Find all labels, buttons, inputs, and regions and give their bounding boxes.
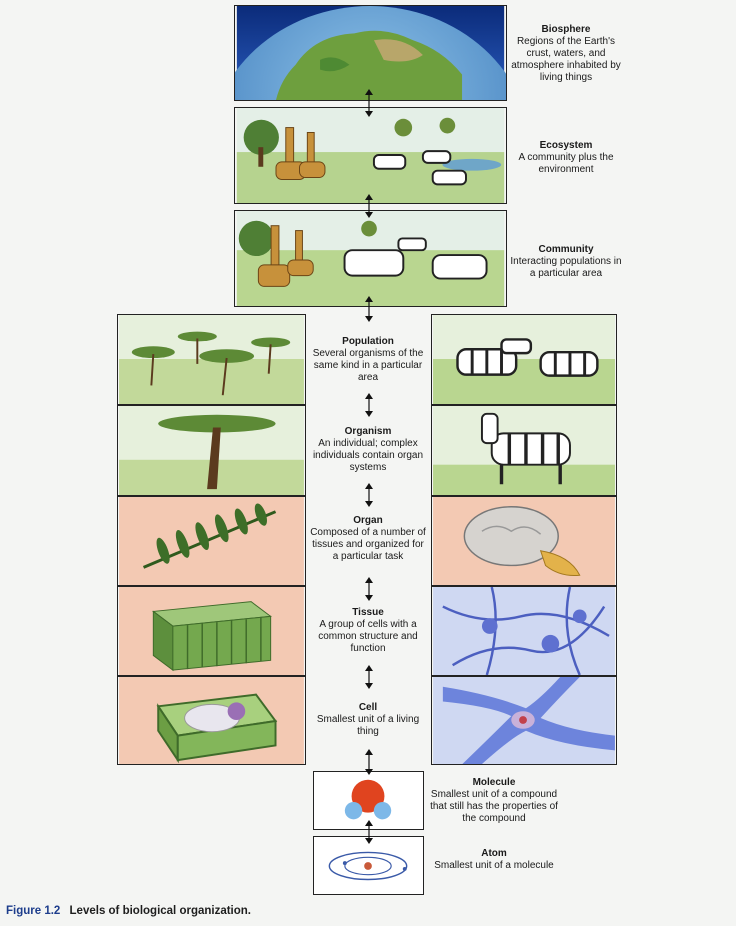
ecosystem-desc: A community plus the environment (518, 152, 614, 175)
community-panel (234, 210, 507, 307)
earth-illustration (235, 6, 506, 100)
organism-desc: An individual; complex individuals contain organ systems (312, 438, 424, 473)
molecule-label (428, 777, 560, 825)
population-desc: Several organisms of the same kind in a particular area (312, 348, 424, 383)
molecule-title: Molecule (472, 777, 516, 788)
organ-leaf-panel (117, 496, 306, 586)
organism-zebra-panel (431, 405, 617, 496)
population-title: Population (342, 336, 394, 347)
organism-title: Organism (344, 426, 392, 437)
double-arrow-icon (364, 193, 374, 219)
atom-title: Atom (481, 848, 507, 859)
compound-leaf-illustration (118, 497, 305, 585)
tissue-neuron-panel (431, 586, 617, 676)
organism-label (309, 426, 427, 474)
double-arrow-icon (364, 295, 374, 323)
savanna-ecosystem-illustration (235, 108, 506, 203)
double-arrow-icon (364, 88, 374, 118)
cell-plant-panel (117, 676, 306, 765)
community-title: Community (538, 244, 594, 255)
atom-illustration (314, 837, 423, 894)
population-label (309, 336, 427, 384)
nerve-cell-illustration (432, 677, 616, 764)
biosphere-desc: Regions of the Earth's crust, waters, and atmosphere inhabited by living things (511, 36, 621, 83)
tissue-desc: A group of cells with a common structure and function (318, 619, 418, 654)
organ-title: Organ (353, 515, 383, 526)
plant-tissue-illustration (118, 587, 305, 675)
organ-label (309, 515, 427, 563)
organ-desc: Composed of a number of tissues and organized for a particular task (310, 527, 426, 562)
double-arrow-icon (364, 664, 374, 690)
acacia-trees-illustration (118, 315, 305, 404)
ecosystem-label (510, 140, 622, 176)
community-label (510, 244, 622, 280)
atom-label (428, 848, 560, 872)
organism-tree-panel (117, 405, 306, 496)
biosphere-panel (234, 5, 507, 101)
acacia-tree-illustration (118, 406, 305, 495)
plant-cell-illustration (118, 677, 305, 764)
ecosystem-panel (234, 107, 507, 204)
zebra-illustration (432, 406, 616, 495)
molecule-desc: Smallest unit of a compound that still has the properties of the compound (430, 789, 558, 824)
atom-desc: Smallest unit of a molecule (434, 860, 554, 871)
population-trees-panel (117, 314, 306, 405)
giraffes-zebras-community-illustration (235, 211, 506, 306)
cell-desc: Smallest unit of a living thing (316, 714, 420, 737)
double-arrow-icon (364, 819, 374, 845)
nerve-tissue-illustration (432, 587, 616, 675)
population-zebras-panel (431, 314, 617, 405)
figure-caption-text: Levels of biological organization. (69, 905, 251, 917)
tissue-title: Tissue (352, 607, 384, 618)
figure-caption (6, 905, 251, 917)
tissue-label (309, 607, 427, 655)
double-arrow-icon (364, 576, 374, 602)
cell-neuron-panel (431, 676, 617, 765)
double-arrow-icon (364, 748, 374, 776)
zebra-herd-illustration (432, 315, 616, 404)
community-desc: Interacting populations in a particular area (510, 256, 622, 279)
double-arrow-icon (364, 482, 374, 508)
biosphere-title: Biosphere (541, 24, 591, 35)
cell-title: Cell (358, 702, 378, 713)
double-arrow-icon (364, 392, 374, 418)
tissue-plant-panel (117, 586, 306, 676)
cell-label (309, 702, 427, 738)
biosphere-label (510, 24, 622, 84)
organ-brain-panel (431, 496, 617, 586)
ecosystem-title: Ecosystem (539, 140, 593, 151)
figure-number: Figure 1.2 (6, 905, 61, 917)
brain-illustration (432, 497, 616, 585)
